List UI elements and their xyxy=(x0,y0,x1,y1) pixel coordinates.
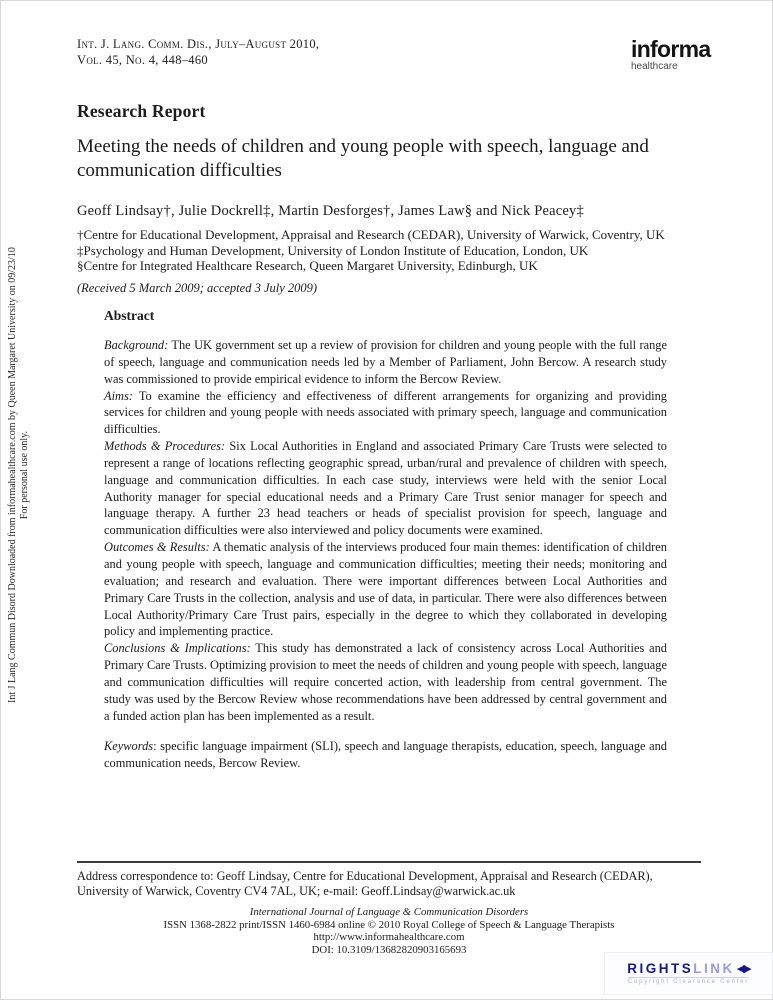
doi: DOI: 10.3109/13682820903165693 xyxy=(311,943,467,956)
abstract-methods-text: Six Local Authorities in England and associated Primary Care Trusts were selected to represent a range of locations reflecting geographic spread, urban/rural and prevalence of children with speech, language and communication difficulties. In each case study, interviews were held with the senior Local Authority manager for special educational needs and a Primary Care Trust senior manager for speech and language therapy. A further 23 head teachers or heads of specialist provision for speech, language and communication difficulties were also interviewed and policy documents were examined. xyxy=(104,439,667,538)
journal-reference-line1: Int. J. Lang. Comm. Dis., July–August 2010, xyxy=(77,37,320,51)
abstract-background xyxy=(104,337,667,388)
rightslink-link-text: LINK xyxy=(693,960,735,976)
rightslink-button[interactable] xyxy=(604,952,773,995)
publisher-url: http://www.informahealthcare.com xyxy=(313,931,465,944)
abstract-background-text: The UK government set up a review of provision for children and young people with the full range of speech, language and communication needs led by a Member of Parliament, John Bercow. A research study was commissioned to provide empirical evidence to inform the Bercow Review. xyxy=(104,338,667,386)
issn-copyright-line: ISSN 1368-2822 print/ISSN 1460-6984 online © 2010 Royal College of Speech & Language Therapists xyxy=(163,918,615,931)
abstract-outcomes-text: A thematic analysis of the interviews produced four main themes: identification of children and young people with speech, language and communication difficulties; meeting their needs; monitoring and evaluation; and research and evaluation. There were important differences between Local Authorities and Primary Care Trusts in the collection, analysis and use of data, in particular. There were also differences between Local Authority/Primary Care Trust pairs, especially in the degree to which they collaborated in developing policy and implementing practice. xyxy=(104,540,667,639)
abstract-aims xyxy=(104,388,667,439)
keywords-label: Keywords xyxy=(104,739,154,754)
affiliation-2: ‡Psychology and Human Development, University of London Institute of Education, London, UK xyxy=(77,242,589,258)
abstract-heading: Abstract xyxy=(104,308,155,323)
journal-reference-line2: Vol. 45, No. 4, 448–460 xyxy=(77,52,208,67)
article-type-label: Research Report xyxy=(77,101,206,121)
abstract-methods-label: Methods & Procedures: xyxy=(104,439,226,454)
affiliation-3: §Centre for Integrated Healthcare Research, Queen Margaret University, Edinburgh, UK xyxy=(77,258,538,274)
abstract-conclusions-label: Conclusions & Implications: xyxy=(104,641,251,656)
correspondence-note: Address correspondence to: Geoff Lindsay, Centre for Educational Development, Appraisal and Research (CEDAR), University of Warwick, Coventry CV4 7AL, UK; e-mail: Geoff.Lindsay@warwick.ac.uk xyxy=(77,869,653,899)
abstract-background-label: Background: xyxy=(104,338,169,352)
journal-name: International Journal of Language & Communication Disorders xyxy=(249,906,529,918)
abstract-aims-label: Aims: xyxy=(104,388,133,403)
informa-logo xyxy=(631,38,710,72)
keywords-text: : specific language impairment (SLI), speech and language therapists, education, speech, language and communication needs, Bercow Review. xyxy=(104,739,667,771)
abstract-outcomes-label: Outcomes & Results: xyxy=(104,540,210,555)
rightslink-arrow-icon: ◀▶ xyxy=(736,962,750,975)
rightslink-tagline: Copyright Clearance Center xyxy=(628,977,749,986)
abstract-conclusions-text: This study has demonstrated a lack of consistency across Local Authorities and Primary Care Trusts. Optimizing provision to meet the needs of children and young people with speech, language and communication difficulties will require concerted action, with leadership from central government. The study was used by the Bercow Review whose recommendations have been addressed by central government and a funded action plan has been implemented as a result. xyxy=(104,641,667,723)
abstract-aims-text: To examine the efficiency and effectiveness of different arrangements for organizing and providing services for children and young people with needs associated with primary speech, language and communication difficulties. xyxy=(104,388,667,437)
publication-info xyxy=(77,906,701,956)
download-provenance-line1: Int J Lang Commun Disord Downloaded from informahealthcare.com by Queen Margaret University on 09/23/10 xyxy=(7,247,18,703)
informa-logo-tagline: healthcare xyxy=(631,61,678,72)
affiliations xyxy=(77,227,665,274)
download-provenance-line2: For personal use only. xyxy=(19,430,30,520)
keywords xyxy=(104,738,667,772)
journal-reference xyxy=(77,37,319,68)
abstract-section xyxy=(104,308,667,772)
abstract-outcomes xyxy=(104,539,667,640)
download-provenance-note xyxy=(7,247,31,703)
article-title: Meeting the needs of children and young people with speech, language and communication difficulties xyxy=(77,136,649,181)
affiliation-1: †Centre for Educational Development, Appraisal and Research (CEDAR), University of Warwick, Coventry, UK xyxy=(77,227,665,242)
author-list: Geoff Lindsay†, Julie Dockrell‡, Martin Desforges†, James Law§ and Nick Peacey‡ xyxy=(77,203,584,219)
rightslink-wordmark xyxy=(627,962,749,976)
received-accepted-dates: (Received 5 March 2009; accepted 3 July 2009) xyxy=(77,281,318,295)
rightslink-rights-text: RIGHTS xyxy=(627,960,694,976)
abstract-conclusions xyxy=(104,640,667,724)
footer-divider xyxy=(77,861,701,863)
abstract-methods xyxy=(104,438,667,539)
informa-logo-name: informa xyxy=(631,36,711,62)
